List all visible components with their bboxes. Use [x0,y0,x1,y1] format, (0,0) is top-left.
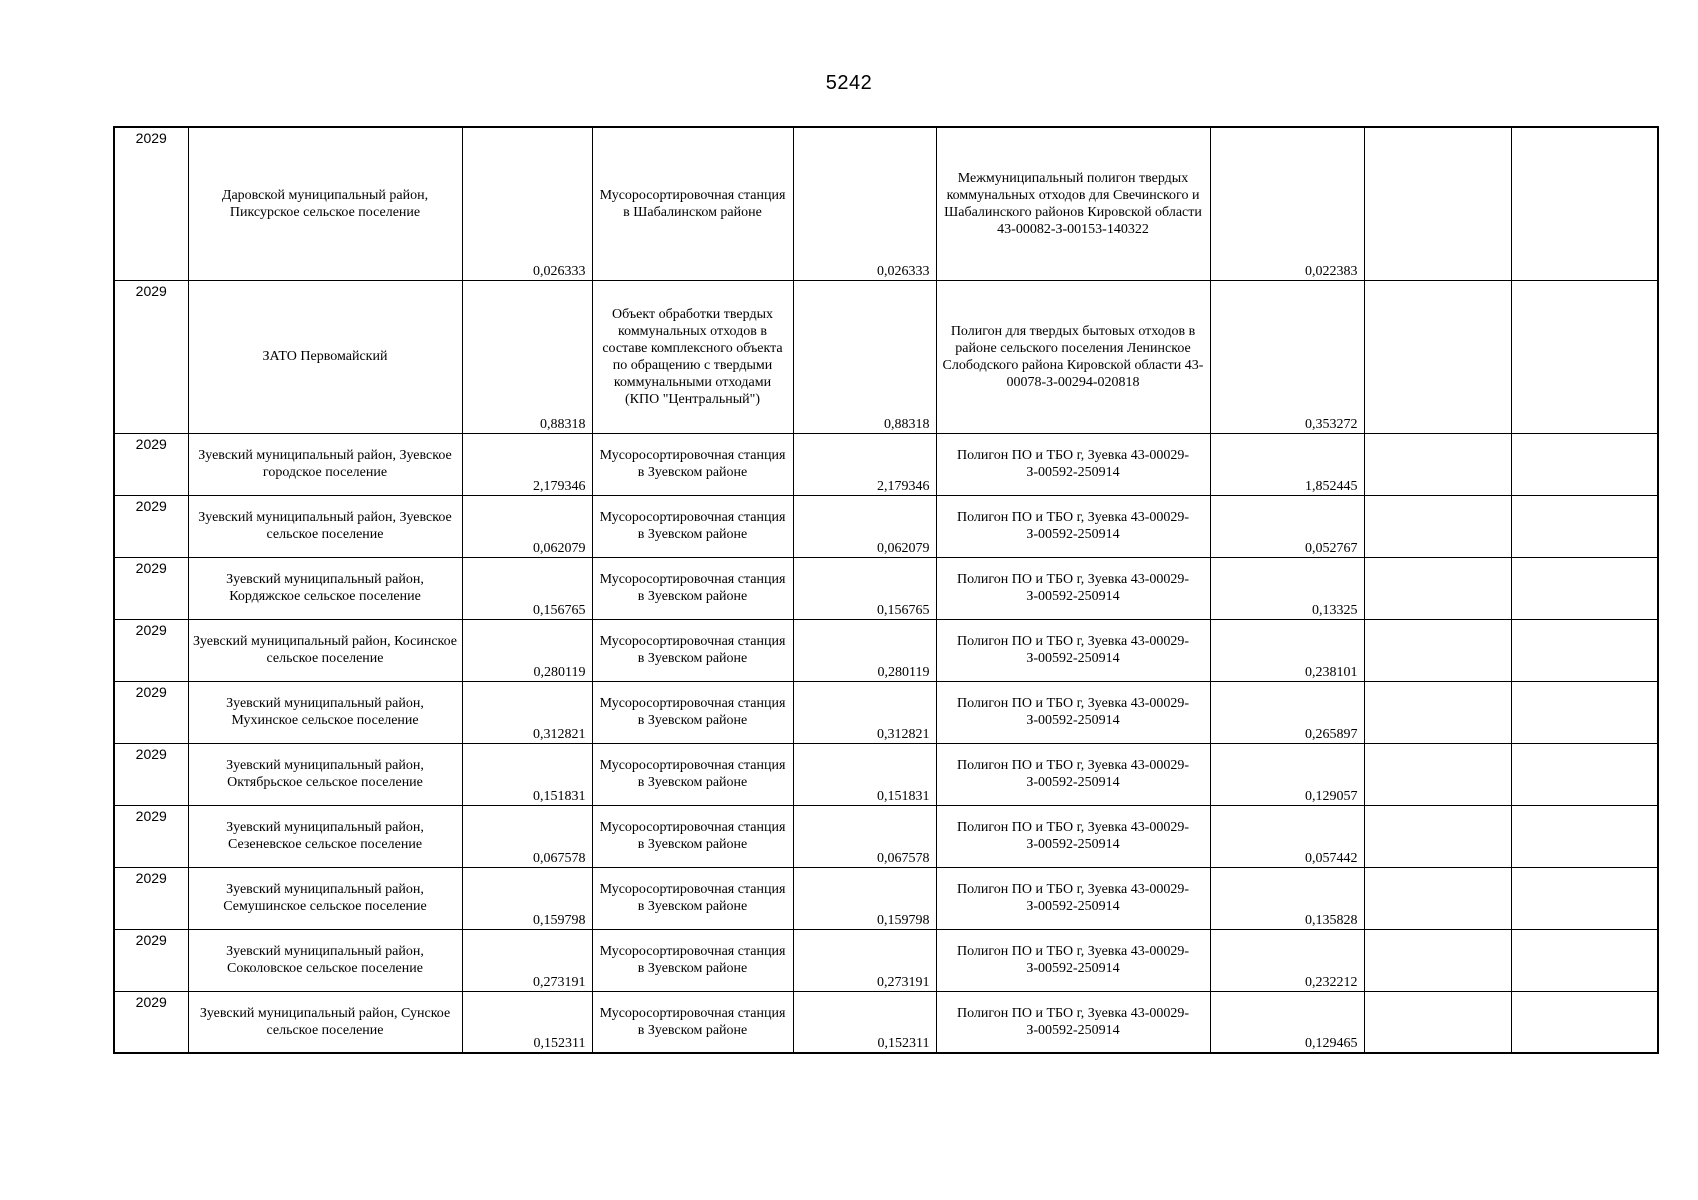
empty-cell [1511,991,1658,1053]
empty-cell [1511,495,1658,557]
settlement-cell: Зуевский муниципальный район, Сезеневское сельское поселение [188,805,462,867]
volume-object-cell: 0,151831 [793,743,936,805]
settlement-cell: Зуевский муниципальный район, Семушинское сельское поселение [188,867,462,929]
volume-object-cell: 0,280119 [793,619,936,681]
settlement-cell: Зуевский муниципальный район, Соколовское сельское поселение [188,929,462,991]
year-cell: 2029 [114,433,188,495]
volume-object-cell: 0,88318 [793,280,936,433]
table-row [114,495,1658,557]
settlement-cell: Зуевский муниципальный район, Косинское сельское поселение [188,619,462,681]
year-cell: 2029 [114,495,188,557]
empty-cell [1511,929,1658,991]
empty-cell [1364,433,1511,495]
volume-in-cell: 0,151831 [462,743,592,805]
volume-object-cell: 0,062079 [793,495,936,557]
empty-cell [1511,280,1658,433]
disposal-site-cell: Полигон ПО и ТБО г, Зуевка 43-00029-З-00592-250914 [936,433,1210,495]
year-cell: 2029 [114,805,188,867]
volume-object-cell: 0,156765 [793,557,936,619]
volume-in-cell: 0,152311 [462,991,592,1053]
empty-cell [1364,929,1511,991]
disposal-site-cell: Полигон ПО и ТБО г, Зуевка 43-00029-З-00592-250914 [936,743,1210,805]
processing-object-cell: Мусоросортировочная станция в Зуевском районе [592,619,793,681]
table-row [114,867,1658,929]
volume-in-cell: 0,026333 [462,127,592,280]
empty-cell [1364,127,1511,280]
volume-disposal-cell: 0,13325 [1210,557,1364,619]
volume-in-cell: 0,312821 [462,681,592,743]
empty-cell [1364,557,1511,619]
waste-flow-table [113,126,1659,1054]
year-cell: 2029 [114,867,188,929]
table-row [114,619,1658,681]
volume-in-cell: 0,88318 [462,280,592,433]
disposal-site-cell: Полигон ПО и ТБО г, Зуевка 43-00029-З-00592-250914 [936,805,1210,867]
empty-cell [1511,619,1658,681]
table-row [114,991,1658,1053]
processing-object-cell: Мусоросортировочная станция в Зуевском районе [592,805,793,867]
table-row [114,433,1658,495]
table-row [114,805,1658,867]
volume-in-cell: 0,062079 [462,495,592,557]
disposal-site-cell: Полигон ПО и ТБО г, Зуевка 43-00029-З-00592-250914 [936,991,1210,1053]
disposal-site-cell: Полигон ПО и ТБО г, Зуевка 43-00029-З-00592-250914 [936,681,1210,743]
empty-cell [1511,127,1658,280]
empty-cell [1511,743,1658,805]
settlement-cell: Зуевский муниципальный район, Зуевское сельское поселение [188,495,462,557]
table-row [114,557,1658,619]
volume-disposal-cell: 1,852445 [1210,433,1364,495]
settlement-cell: Зуевский муниципальный район, Октябрьское сельское поселение [188,743,462,805]
processing-object-cell: Мусоросортировочная станция в Зуевском районе [592,991,793,1053]
processing-object-cell: Объект обработки твердых коммунальных отходов в составе комплексного объекта по обращению с твердыми коммунальными отходами (КПО "Центральный") [592,280,793,433]
year-cell: 2029 [114,991,188,1053]
year-cell: 2029 [114,929,188,991]
processing-object-cell: Мусоросортировочная станция в Зуевском районе [592,495,793,557]
volume-object-cell: 0,273191 [793,929,936,991]
volume-disposal-cell: 0,129057 [1210,743,1364,805]
processing-object-cell: Мусоросортировочная станция в Шабалинском районе [592,127,793,280]
settlement-cell: Зуевский муниципальный район, Кордяжское сельское поселение [188,557,462,619]
disposal-site-cell: Полигон для твердых бытовых отходов в районе сельского поселения Ленинское Слободского района Кировской области 43-00078-З-00294-020818 [936,280,1210,433]
settlement-cell: Зуевский муниципальный район, Сунское сельское поселение [188,991,462,1053]
volume-in-cell: 0,156765 [462,557,592,619]
table-row [114,743,1658,805]
empty-cell [1364,867,1511,929]
volume-disposal-cell: 0,265897 [1210,681,1364,743]
empty-cell [1511,681,1658,743]
processing-object-cell: Мусоросортировочная станция в Зуевском районе [592,867,793,929]
empty-cell [1511,805,1658,867]
empty-cell [1511,557,1658,619]
volume-disposal-cell: 0,022383 [1210,127,1364,280]
year-cell: 2029 [114,557,188,619]
volume-disposal-cell: 0,135828 [1210,867,1364,929]
empty-cell [1364,991,1511,1053]
volume-disposal-cell: 0,057442 [1210,805,1364,867]
page-number: 5242 [825,72,873,94]
volume-object-cell: 2,179346 [793,433,936,495]
volume-disposal-cell: 0,353272 [1210,280,1364,433]
volume-disposal-cell: 0,238101 [1210,619,1364,681]
disposal-site-cell: Полигон ПО и ТБО г, Зуевка 43-00029-З-00592-250914 [936,929,1210,991]
empty-cell [1511,433,1658,495]
year-cell: 2029 [114,619,188,681]
disposal-site-cell: Межмуниципальный полигон твердых коммунальных отходов для Свечинского и Шабалинского районов Кировской области 43-00082-З-00153-140322 [936,127,1210,280]
table-row [114,681,1658,743]
settlement-cell: Даровской муниципальный район, Пиксурское сельское поселение [188,127,462,280]
empty-cell [1364,495,1511,557]
processing-object-cell: Мусоросортировочная станция в Зуевском районе [592,681,793,743]
table-row [114,929,1658,991]
year-cell: 2029 [114,743,188,805]
disposal-site-cell: Полигон ПО и ТБО г, Зуевка 43-00029-З-00592-250914 [936,619,1210,681]
table-body [114,127,1658,1053]
table-row [114,280,1658,433]
volume-object-cell: 0,312821 [793,681,936,743]
volume-in-cell: 0,273191 [462,929,592,991]
empty-cell [1511,867,1658,929]
volume-in-cell: 2,179346 [462,433,592,495]
settlement-cell: Зуевский муниципальный район, Мухинское сельское поселение [188,681,462,743]
empty-cell [1364,280,1511,433]
volume-in-cell: 0,159798 [462,867,592,929]
volume-in-cell: 0,280119 [462,619,592,681]
processing-object-cell: Мусоросортировочная станция в Зуевском районе [592,743,793,805]
empty-cell [1364,619,1511,681]
year-cell: 2029 [114,127,188,280]
empty-cell [1364,681,1511,743]
volume-disposal-cell: 0,052767 [1210,495,1364,557]
empty-cell [1364,743,1511,805]
volume-object-cell: 0,067578 [793,805,936,867]
volume-disposal-cell: 0,129465 [1210,991,1364,1053]
processing-object-cell: Мусоросортировочная станция в Зуевском районе [592,557,793,619]
volume-object-cell: 0,026333 [793,127,936,280]
year-cell: 2029 [114,681,188,743]
settlement-cell: ЗАТО Первомайский [188,280,462,433]
disposal-site-cell: Полигон ПО и ТБО г, Зуевка 43-00029-З-00592-250914 [936,557,1210,619]
disposal-site-cell: Полигон ПО и ТБО г, Зуевка 43-00029-З-00592-250914 [936,867,1210,929]
processing-object-cell: Мусоросортировочная станция в Зуевском районе [592,433,793,495]
volume-disposal-cell: 0,232212 [1210,929,1364,991]
disposal-site-cell: Полигон ПО и ТБО г, Зуевка 43-00029-З-00592-250914 [936,495,1210,557]
volume-object-cell: 0,159798 [793,867,936,929]
empty-cell [1364,805,1511,867]
settlement-cell: Зуевский муниципальный район, Зуевское городское поселение [188,433,462,495]
volume-in-cell: 0,067578 [462,805,592,867]
volume-object-cell: 0,152311 [793,991,936,1053]
processing-object-cell: Мусоросортировочная станция в Зуевском районе [592,929,793,991]
year-cell: 2029 [114,280,188,433]
table-row [114,127,1658,280]
